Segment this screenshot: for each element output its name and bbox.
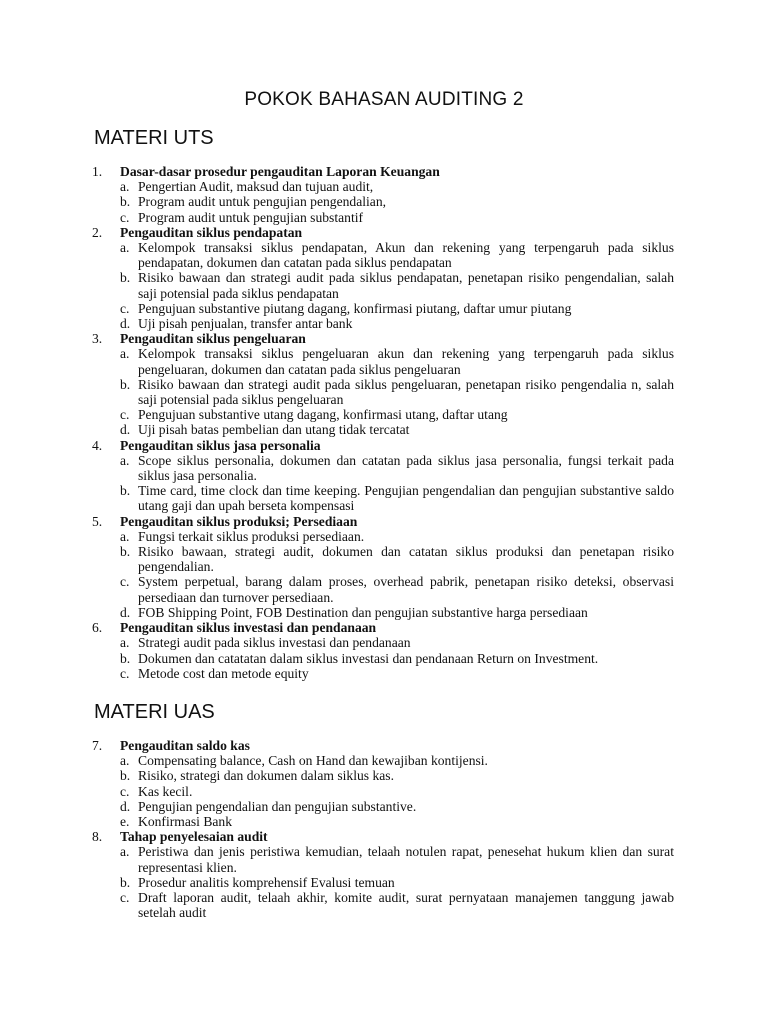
sub-item-letter: c. <box>120 783 130 799</box>
sub-item <box>92 301 674 316</box>
sub-item-letter: b. <box>120 874 131 890</box>
sub-item-list <box>92 346 674 437</box>
topic-heading <box>92 620 674 635</box>
topic-heading <box>92 331 674 346</box>
sub-item <box>92 605 674 620</box>
sub-item <box>92 651 674 666</box>
sub-item <box>92 529 674 544</box>
sub-item <box>92 240 674 270</box>
topic-title: Pengauditan siklus pengeluaran <box>120 331 306 347</box>
topic-heading <box>92 164 674 179</box>
sub-item-letter: a. <box>120 179 130 195</box>
sub-item-text: Uji pisah batas pembelian dan utang tidak tercatat <box>138 422 410 438</box>
topic-item <box>92 438 674 514</box>
sub-item-text: Kelompok transaksi siklus pengeluaran akun dan rekening yang terpengaruh pada siklus pengeluaran, dokumen dan catatan pada siklus pengeluaran <box>138 346 674 377</box>
sub-item <box>92 194 674 209</box>
sub-item-letter: d. <box>120 798 131 814</box>
topic-number: 2. <box>92 224 103 240</box>
sub-item-letter: c. <box>120 209 130 225</box>
sub-item-text: Scope siklus personalia, dokumen dan catatan pada siklus jasa personalia, fungsi terkait pada siklus jasa personalia. <box>138 452 674 484</box>
sub-item-text: Kas kecil. <box>138 783 193 799</box>
document-title: POKOK BAHASAN AUDITING 2 <box>244 89 524 110</box>
sub-item-text: Compensating balance, Cash on Hand dan kewajiban kontijensi. <box>138 753 488 769</box>
sub-item-letter: a. <box>120 753 130 769</box>
sub-item-text: Peristiwa dan jenis peristiwa kemudian, telaah notulen rapat, penesehat hukum klien dan surat representasi klien. <box>138 844 674 875</box>
topic-title: Tahap penyelesaian audit <box>120 829 268 845</box>
topic-heading <box>92 738 674 753</box>
topic-number: 6. <box>92 620 103 636</box>
sub-item <box>92 453 674 483</box>
topic-list-uts <box>92 164 674 681</box>
sub-item <box>92 814 674 829</box>
sub-item-letter: d. <box>120 604 131 620</box>
topic-title: Pengauditan siklus jasa personalia <box>120 437 321 453</box>
topic-item <box>92 829 674 920</box>
sub-item-text: Konfirmasi Bank <box>138 814 233 830</box>
sub-item-letter: c. <box>120 407 130 423</box>
sub-item-list <box>92 529 674 620</box>
sub-item-text: Prosedur analitis komprehensif Evalusi temuan <box>138 874 395 890</box>
topic-title: Pengauditan saldo kas <box>120 738 250 753</box>
sub-item-text: Dokumen dan catatatan dalam siklus investasi dan pendanaan Return on Investment. <box>138 650 599 666</box>
sub-item-letter: b. <box>120 270 131 286</box>
topic-number: 3. <box>92 331 103 347</box>
sub-item-text: Program audit untuk pengujian pengendalian, <box>138 194 387 210</box>
sub-item-list <box>92 635 674 681</box>
sub-item <box>92 635 674 650</box>
sub-item-text: FOB Shipping Point, FOB Destination dan pengujian substantive harga persediaan <box>138 604 588 620</box>
topic-item <box>92 331 674 437</box>
section-heading-uas: MATERI UAS <box>94 701 215 723</box>
sub-item <box>92 666 674 681</box>
sub-item-list <box>92 453 674 514</box>
sub-item-text: Uji pisah penjualan, transfer antar bank <box>138 316 353 332</box>
sub-item <box>92 768 674 783</box>
topic-number: 1. <box>92 164 103 179</box>
sub-item-text: Metode cost dan metode equity <box>138 665 309 681</box>
sub-item-text: Pengujuan substantive piutang dagang, konfirmasi piutang, daftar umur piutang <box>138 300 572 316</box>
sub-item-text: Pengujuan substantive utang dagang, konfirmasi utang, daftar utang <box>138 407 508 423</box>
topic-number: 5. <box>92 513 103 529</box>
topic-title: Pengauditan siklus produksi; Persediaan <box>120 513 358 529</box>
sub-item <box>92 799 674 814</box>
sub-item-list <box>92 179 674 225</box>
topic-title: Pengauditan siklus pendapatan <box>120 224 303 240</box>
sub-item-letter: c. <box>120 890 130 906</box>
topic-item <box>92 738 674 829</box>
topic-number: 4. <box>92 437 103 453</box>
sub-item-letter: b. <box>120 544 131 560</box>
sub-item-text: Risiko bawaan dan strategi audit pada siklus pendapatan, penetapan risiko pengendalian, salah saji potensial pada siklus pendapatan <box>138 270 674 301</box>
sub-item-letter: a. <box>120 452 130 468</box>
topic-heading <box>92 225 674 240</box>
sub-item <box>92 483 674 513</box>
sub-item-text: Risiko bawaan dan strategi audit pada siklus pengeluaran, penetapan risiko pengendalia n, salah saji potensial pada siklus pengeluaran <box>138 376 674 408</box>
sub-item-text: Draft laporan audit, telaah akhir, komite audit, surat pernyataan manajemen tanggung jawab setelah audit <box>138 890 674 921</box>
topic-list-uas <box>92 738 674 920</box>
sub-item-letter: b. <box>120 376 131 392</box>
sub-item-letter: b. <box>120 194 131 210</box>
sub-item <box>92 422 674 437</box>
sub-item-text: Risiko bawaan, strategi audit, dokumen dan catatan siklus produksi dan penetapan risiko pengendalian. <box>138 544 674 575</box>
sub-item <box>92 270 674 300</box>
sub-item-text: Fungsi terkait siklus produksi persediaan. <box>138 528 365 544</box>
sub-item-text: Pengertian Audit, maksud dan tujuan audit, <box>138 179 374 195</box>
sub-item-letter: d. <box>120 422 131 438</box>
sub-item-letter: c. <box>120 574 130 590</box>
sub-item <box>92 844 674 874</box>
sub-item-text: System perpetual, barang dalam proses, overhead pabrik, penetapan risiko deteksi, observasi persediaan dan turnover persediaan. <box>138 574 674 605</box>
sub-item <box>92 753 674 768</box>
topic-item <box>92 620 674 681</box>
topic-heading <box>92 438 674 453</box>
sub-item <box>92 377 674 407</box>
sub-item <box>92 574 674 604</box>
topic-number: 7. <box>92 738 103 753</box>
sub-item-letter: d. <box>120 316 131 332</box>
sub-item-list <box>92 844 674 920</box>
sub-item-text: Strategi audit pada siklus investasi dan pendanaan <box>138 635 411 651</box>
sub-item-letter: a. <box>120 635 130 651</box>
topic-item <box>92 514 674 620</box>
sub-item-text: Kelompok transaksi siklus pendapatan, Akun dan rekening yang terpengaruh pada siklus pendapatan, dokumen dan catatan pada siklus pendapatan <box>138 240 674 271</box>
sub-item-text: Program audit untuk pengujian substantif <box>138 209 364 225</box>
topic-heading <box>92 829 674 844</box>
sub-item <box>92 890 674 920</box>
sub-item <box>92 875 674 890</box>
topic-title: Pengauditan siklus investasi dan pendanaan <box>120 620 377 636</box>
sub-item-letter: b. <box>120 483 131 499</box>
sub-item <box>92 784 674 799</box>
sub-item-letter: a. <box>120 240 130 256</box>
sub-item-list <box>92 240 674 331</box>
topic-item <box>92 164 674 225</box>
sub-item <box>92 179 674 194</box>
sub-item-text: Risiko, strategi dan dokumen dalam siklus kas. <box>138 768 394 784</box>
sub-item <box>92 407 674 422</box>
section-heading-uts: MATERI UTS <box>94 127 214 149</box>
topic-title: Dasar-dasar prosedur pengauditan Laporan Keuangan <box>120 164 440 179</box>
sub-item-letter: a. <box>120 346 130 362</box>
sub-item-letter: a. <box>120 528 130 544</box>
topic-number: 8. <box>92 829 103 845</box>
sub-item <box>92 544 674 574</box>
sub-item-text: Pengujian pengendalian dan pengujian substantive. <box>138 798 417 814</box>
sub-item-letter: c. <box>120 665 130 681</box>
sub-item-text: Time card, time clock dan time keeping. Pengujian pengendalian dan pengujian substantive saldo utang gaji dan upah berseta kompensasi <box>138 483 674 514</box>
sub-item-list <box>92 753 674 829</box>
sub-item-letter: e. <box>120 814 130 830</box>
topic-heading <box>92 514 674 529</box>
sub-item-letter: c. <box>120 300 130 316</box>
sub-item-letter: b. <box>120 650 131 666</box>
topic-item <box>92 225 674 331</box>
sub-item <box>92 346 674 376</box>
sub-item <box>92 210 674 225</box>
sub-item <box>92 316 674 331</box>
sub-item-letter: b. <box>120 768 131 784</box>
sub-item-letter: a. <box>120 844 130 860</box>
